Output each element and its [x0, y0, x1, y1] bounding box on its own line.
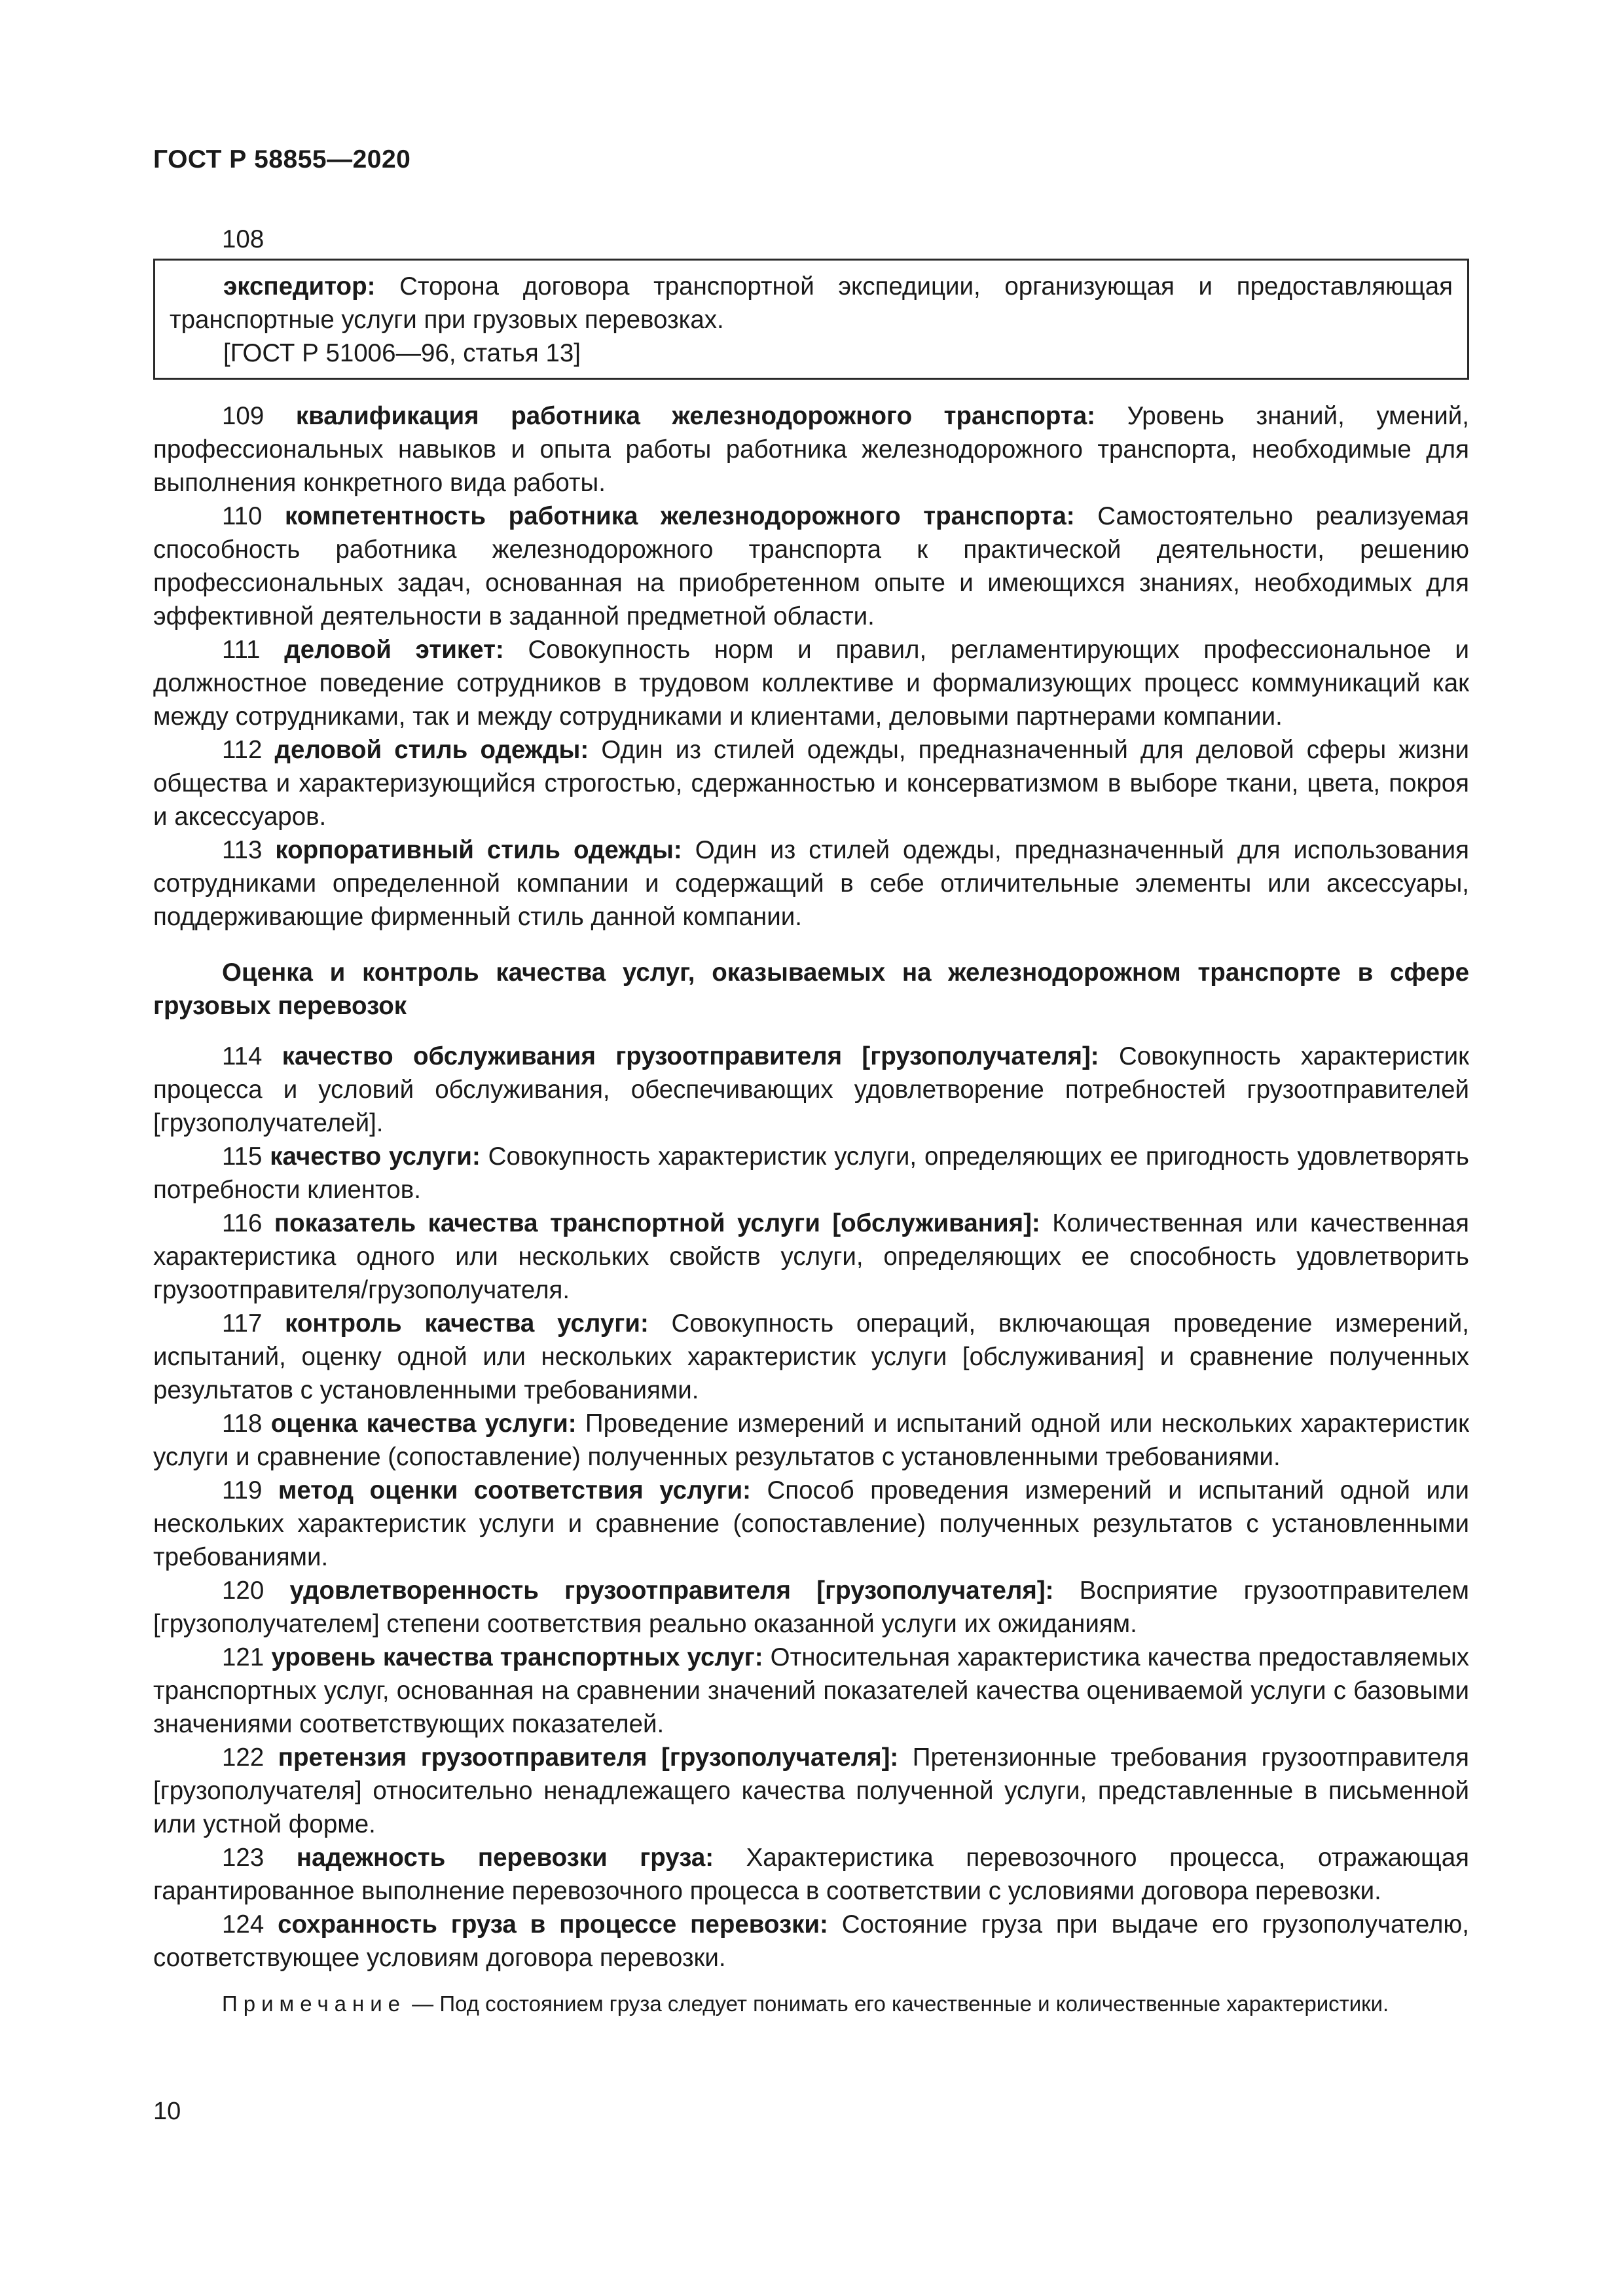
- entry-number: 118: [222, 1410, 263, 1438]
- entry-124: [153, 1908, 1469, 1975]
- entry-122: [153, 1741, 1469, 1841]
- entry-term: качество обслуживания грузоотправителя [грузополучателя]:: [282, 1042, 1099, 1070]
- entry-term: деловой этикет:: [284, 636, 504, 664]
- note-label: Примечание: [222, 1992, 407, 2016]
- entry-121: [153, 1641, 1469, 1741]
- entry-term: деловой стиль одежды:: [274, 736, 589, 764]
- entry-number: 110: [222, 502, 263, 530]
- entry-definition: Уровень знаний, умений, профессиональных навыков и опыта работы работника железнодорожного транспорта, необходимые для выполнения конкретного вида работы.: [153, 402, 1470, 497]
- entry-term: качество услуги:: [270, 1142, 481, 1171]
- document-header: ГОСТ Р 58855—2020: [153, 145, 411, 173]
- note-text: — Под состоянием груза следует понимать его качественные и количественные характеристики.: [406, 1992, 1389, 2016]
- entry-definition: Один из стилей одежды, предназначенный для использования сотрудниками определенной компании и содержащий в себе отличительные элементы или аксессуары, поддерживающие фирменный стиль данной компании.: [153, 836, 1469, 931]
- document-body: [153, 223, 1469, 2018]
- entry-number: 112: [222, 736, 263, 764]
- entry-number: 124: [222, 1910, 264, 1939]
- entry-definition: Характеристика перевозочного процесса, отражающая гарантированное выполнение перевозочного процесса в соответствии с условиями договора перевозки.: [153, 1844, 1469, 1905]
- entry-113: [153, 833, 1469, 934]
- entry-term: уровень качества транспортных услуг:: [271, 1643, 763, 1671]
- entry-definition: Состояние груза при выдаче его грузополучателю, соответствующее условиям договора перевозки.: [153, 1910, 1470, 1972]
- entry-number: 120: [222, 1576, 264, 1605]
- entry-term: метод оценки соответствия услуги:: [278, 1476, 751, 1504]
- entry-108-source: [ГОСТ Р 51006—96, статья 13]: [223, 339, 581, 367]
- entry-119: [153, 1474, 1469, 1574]
- entry-115: [153, 1140, 1469, 1207]
- entry-number: 117: [222, 1309, 263, 1338]
- entry-108-term: экспедитор:: [223, 272, 376, 301]
- entry-number: 123: [222, 1844, 264, 1872]
- entry-term: контроль качества услуги:: [285, 1309, 649, 1338]
- entry-definition: Совокупность операций, включающая проведение измерений, испытаний, оценку одной или нескольких характеристик услуги [обслуживания] и сравнение полученных результатов с установленными требованиями.: [153, 1309, 1470, 1404]
- entry-term: показатель качества транспортной услуги [обслуживания]:: [274, 1209, 1040, 1237]
- entry-definition: Количественная или качественная характеристика одного или нескольких свойств услуги, определяющих ее способность удовлетворить грузоотправителя/грузополучателя.: [153, 1209, 1469, 1304]
- entry-110: [153, 500, 1469, 633]
- entry-112: [153, 733, 1469, 833]
- entries-group-b: [153, 1040, 1469, 1975]
- entry-term: корпоративный стиль одежды:: [275, 836, 682, 864]
- entry-definition: Претензионные требования грузоотправителя [грузополучателя] относительно ненадлежащего качества полученной услуги, представленные в письменной или устной форме.: [153, 1743, 1469, 1838]
- entry-definition: Восприятие грузоотправителем [грузополучателем] степени соответствия реально оказанной услуги их ожиданиям.: [153, 1576, 1469, 1638]
- entry-definition: Самостоятельно реализуемая способность работника железнодорожного транспорта к практической деятельности, решению профессиональных задач, основанная на приобретенном опыте и имеющихся знаниях, необходимых для эффективной деятельности в заданной предметной области.: [153, 502, 1469, 630]
- entry-term: удовлетворенность грузоотправителя [грузополучателя]:: [289, 1576, 1054, 1605]
- boxed-entry-108: [153, 259, 1469, 380]
- entry-term: сохранность груза в процессе перевозки:: [278, 1910, 828, 1939]
- entry-number: 122: [222, 1743, 264, 1772]
- entry-108: [170, 270, 1453, 337]
- entry-109: [153, 399, 1469, 500]
- entry-number: 109: [222, 402, 264, 430]
- entry-definition: Способ проведения измерений и испытаний одной или нескольких характеристик услуги и сравнение (сопоставление) полученных результатов с установленными требованиями.: [153, 1476, 1469, 1571]
- entry-number: 115: [222, 1142, 263, 1171]
- entry-definition: Проведение измерений и испытаний одной или нескольких характеристик услуги и сравнение (сопоставление) полученных результатов с установленными требованиями.: [153, 1410, 1469, 1471]
- entry-term: претензия грузоотправителя [грузополучателя]:: [278, 1743, 899, 1772]
- entry-120: [153, 1574, 1469, 1641]
- entry-definition: Совокупность характеристик услуги, определяющих ее пригодность удовлетворять потребности клиентов.: [153, 1142, 1469, 1204]
- entry-number: 119: [222, 1476, 263, 1504]
- section-title: Оценка и контроль качества услуг, оказываемых на железнодорожном транспорте в сфере грузовых перевозок: [153, 958, 1469, 1020]
- entry-111: [153, 633, 1469, 733]
- entry-116: [153, 1207, 1469, 1307]
- entry-number: 116: [222, 1209, 263, 1237]
- entry-number: 121: [222, 1643, 264, 1671]
- entry-definition: Совокупность характеристик процесса и условий обслуживания, обеспечивающих удовлетворение потребностей грузоотправителей [грузополучателей].: [153, 1042, 1469, 1137]
- entry-term: надежность перевозки груза:: [296, 1844, 714, 1872]
- entries-group-a: [153, 399, 1469, 934]
- entry-118: [153, 1407, 1469, 1474]
- entry-114: [153, 1040, 1469, 1140]
- entry-number: 113: [222, 836, 263, 864]
- entry-108-number: 108: [222, 225, 264, 253]
- note: [153, 1989, 1469, 2018]
- page-number: 10: [153, 2098, 181, 2125]
- entry-108-definition: Сторона договора транспортной экспедиции, организующая и предоставляющая транспортные услуги при грузовых перевозках.: [170, 272, 1453, 334]
- entry-number: 114: [222, 1042, 263, 1070]
- entry-term: компетентность работника железнодорожного транспорта:: [285, 502, 1075, 530]
- entry-117: [153, 1307, 1469, 1407]
- entry-definition: Совокупность норм и правил, регламентирующих профессиональное и должностное поведение сотрудников в трудовом коллективе и формализующих процесс коммуникаций как между сотрудниками, так и между сотрудниками и клиентами, деловыми партнерами компании.: [153, 636, 1469, 731]
- entry-definition: Относительная характеристика качества предоставляемых транспортных услуг, основанная на сравнении значений показателей качества оцениваемой услуги с базовыми значениями соответствующих показателей.: [153, 1643, 1469, 1738]
- entry-123: [153, 1841, 1469, 1908]
- entry-number: 111: [222, 636, 261, 664]
- entry-definition: Один из стилей одежды, предназначенный для деловой сферы жизни общества и характеризующийся строгостью, сдержанностью и консерватизмом в выборе ткани, цвета, покроя и аксессуаров.: [153, 736, 1469, 831]
- entry-term: квалификация работника железнодорожного транспорта:: [295, 402, 1095, 430]
- entry-term: оценка качества услуги:: [270, 1410, 577, 1438]
